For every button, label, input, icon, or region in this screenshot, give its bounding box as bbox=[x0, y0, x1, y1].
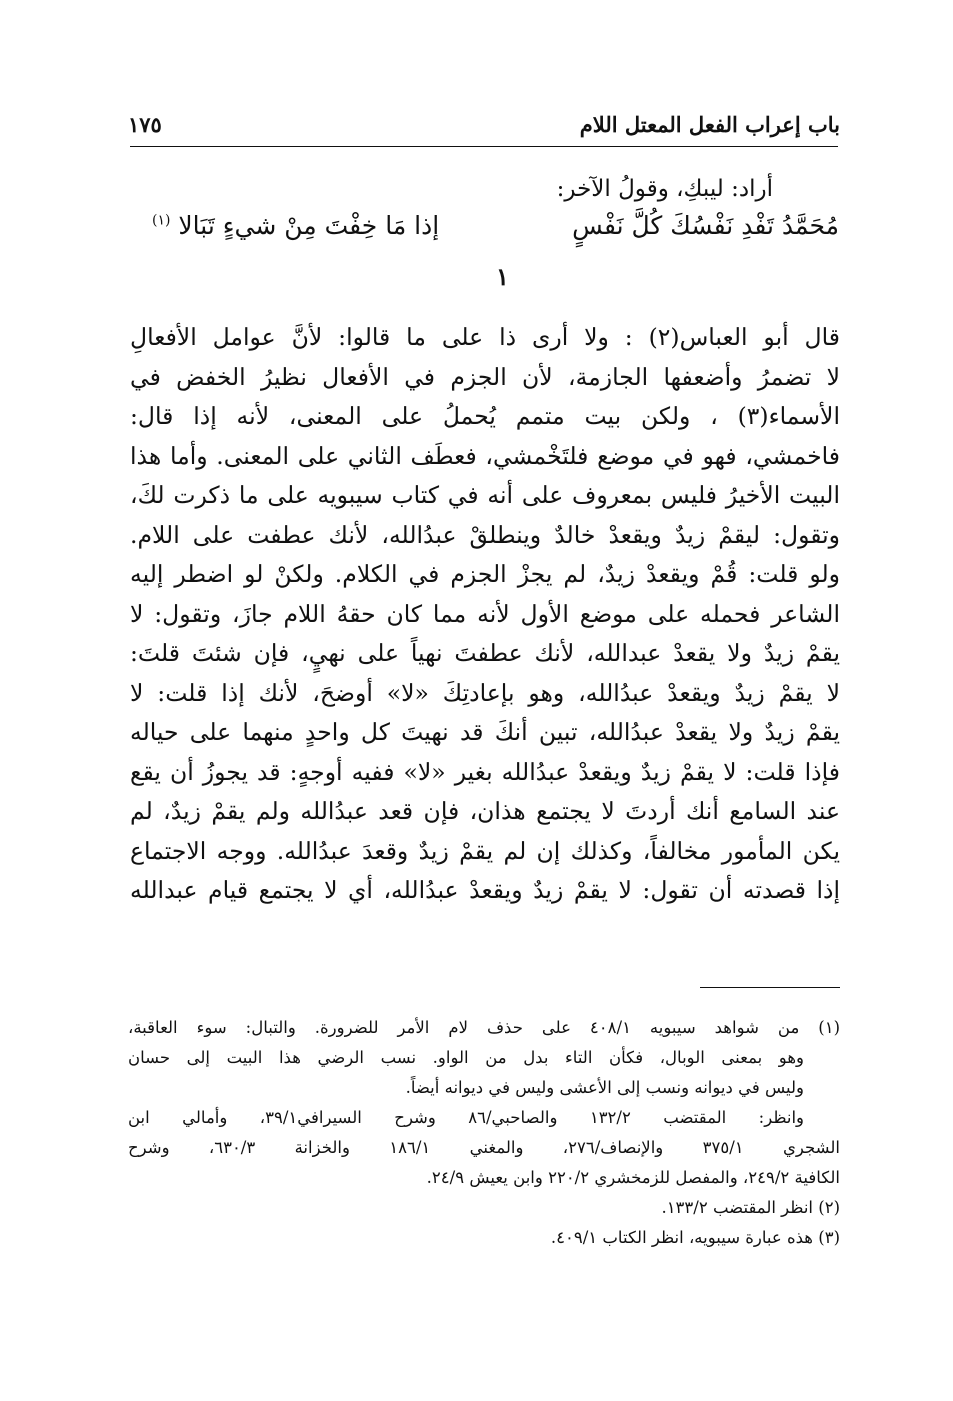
body-line: البيت الأخيرُ فليس بمعروف على أنه في كتاب سيبويه على ما ذكرت لكَ، bbox=[130, 481, 840, 509]
body-line: الأسماء(٣) ، ولكن بيت متمم يُحملُ على المعنى، لأنه إذا قال: bbox=[130, 402, 840, 430]
verse-number: ١ bbox=[496, 262, 509, 291]
chapter-title: باب إعراب الفعل المعتل اللام bbox=[579, 112, 840, 137]
footnote-line: وهو بمعنى الوبال، فكأن التاء بدل من الواو. نسب الرضي هذا البيت إلى حسان bbox=[128, 1048, 804, 1067]
footnote-line: وانظر: المقتضب ١٣٢/٢ والصاحبي/٨٦ وشرح السيرافي٣٩/١، وأمالي ابن bbox=[128, 1108, 804, 1127]
body-line: لا يقمْ زيدٌ ويقعدْ عبدُالله، وهو بإعادتِكَ «لا» أوضحَ، لأنك إذا قلت: لا bbox=[130, 678, 840, 707]
footnote-rule bbox=[700, 987, 840, 988]
body-line: إذا قصدته أن تقول: لا يقمْ زيدٌ ويقعدْ عبدُالله، أي لا يجتمع قيام عبدالله bbox=[130, 876, 840, 904]
body-line: يكن المأمور مخالفاً، وكذلك إن لم يقمْ زيدٌ وقعدَ عبدُالله. ووجه الاجتماع bbox=[130, 836, 840, 865]
body-line: لا تضمرُ وأضعفها الجازمة، لأن الجزم في الأفعال نظيرُ الخفض في bbox=[130, 362, 840, 391]
body-line: فإذا قلت: لا يقمْ زيدٌ ويقعدْ عبدُالله بغير «لا» ففيه أوجهٍ: قد يجوزُ أن يقع bbox=[130, 757, 840, 786]
body-line: عند السامع أنك أردتَ لا يجتمع هذان، فإن قعد عبدُالله ولم يقمْ زيدٌ، لم bbox=[130, 797, 840, 825]
page-header bbox=[128, 112, 840, 148]
body-line: قال أبو العباس(٢) : ولا أرى ذا على ما قالوا: لأنَّ عوامل الأفعالِ bbox=[130, 323, 840, 351]
header-rule bbox=[130, 146, 838, 147]
footnote-line: وليس في ديوانه ونسب إلى الأعشى وليس في ديوانه أيضاً. bbox=[405, 1078, 804, 1097]
body-line: يقمْ زيدٌ ولا يقعدْ عبدُالله، تبين أنكَ قد نهيتَ كل واحدٍ منهما على حياله bbox=[130, 718, 840, 746]
body-line: وتقول: ليقمْ زيدٌ ويقعدْ خالدٌ وينطلقْ عبدُالله، لأنك عطفت على اللام. bbox=[130, 520, 840, 549]
verse-hemistich-left-text: إذا مَا خِفْتَ مِنْ شيءٍ تَبَالا bbox=[178, 211, 440, 240]
verse-hemistich-left bbox=[152, 211, 439, 240]
page-number: ١٧٥ bbox=[128, 112, 162, 137]
body-line: الشاعر فحمله على موضع الأول لأنه مما كان حقهُ اللام جازَ، وتقول: لا bbox=[130, 599, 840, 628]
body-line: فاخمشي، فهو في موضع فلتَخْمشي، فعطَف الثاني على المعنى. وأما هذا bbox=[130, 441, 840, 470]
verse-hemistich-right: مُحَمَّدُ تَفْدِ نَفْسُكَ كُلَّ نَفْسٍ bbox=[572, 211, 839, 240]
verse-footnote-ref: (١) bbox=[152, 212, 171, 229]
verse-intro: أراد: ليبكِ، وقولُ الآخر: bbox=[556, 176, 773, 202]
footnote-line: (١) من شواهد سيبويه ٤٠٨/١ على حذف لام الأمر للضرورة. والتبال: سوء العاقبة، bbox=[128, 1018, 840, 1037]
body-line: يقمْ زيدٌ ولا يقعدْ عبدالله، لأنك عطفتَ نهياً على نهيٍ، فإن شئتَ قلتَ: bbox=[130, 639, 840, 667]
footnote-line: (٢) انظر المقتضب ١٣٣/٢. bbox=[661, 1198, 840, 1217]
body-line: ولو قلت: قُمْ ويقعدْ زيدٌ، لم يجزْ الجزم في الكلام. ولكنْ لو اضطر إليه bbox=[130, 560, 840, 588]
footnote-line: (٣) هذه عبارة سيبويه، انظر الكتاب ٤٠٩/١. bbox=[550, 1228, 840, 1247]
footnotes bbox=[128, 1013, 840, 1253]
footnote-line: الكافية ٢٤٩/٢، والمفصل للزمخشري ٢٢٠/٢ وابن يعيش ٢٤/٩. bbox=[426, 1168, 840, 1187]
body-text bbox=[130, 318, 840, 911]
footnote-line: الشجري ٣٧٥/١ والإنصاف/٢٧٦، والمغني ١٨٦/١ والخزانة ٦٣٠/٣، وشرح bbox=[128, 1138, 840, 1157]
